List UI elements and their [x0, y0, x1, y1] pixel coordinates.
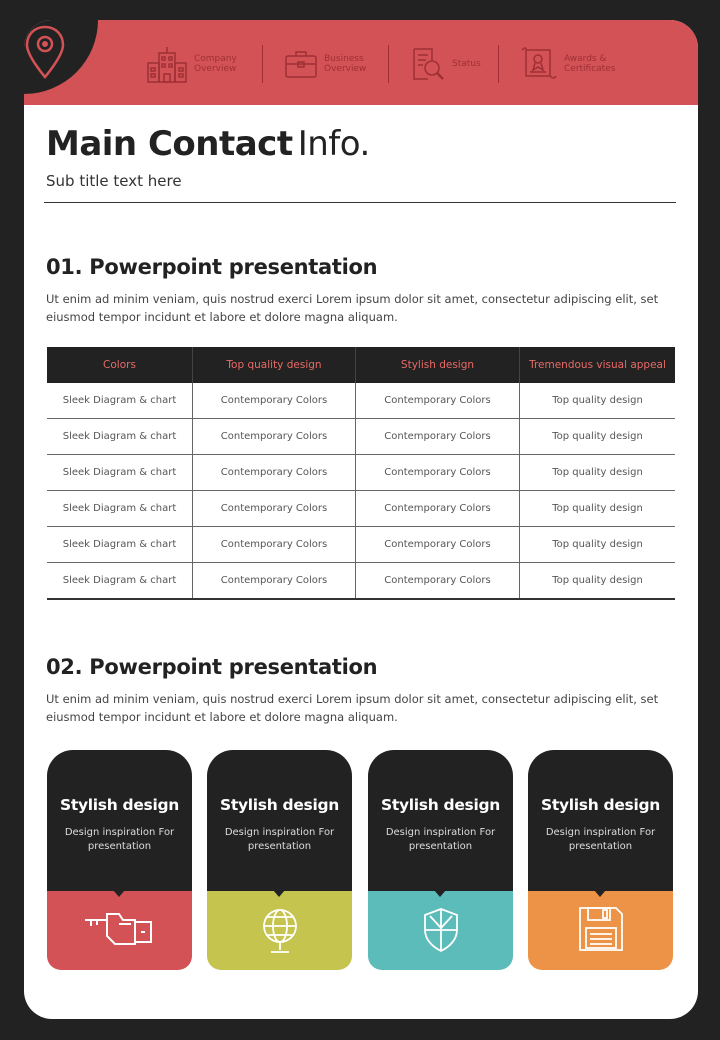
- key-hand-icon: [83, 906, 155, 950]
- table-header-row: [47, 347, 675, 383]
- table-row: [47, 383, 675, 419]
- table-cell: Sleek Diagram & chart: [47, 527, 193, 563]
- feature-tile: [368, 750, 513, 970]
- nav-divider: [262, 45, 263, 83]
- table-row: [47, 455, 675, 491]
- tile-title: Stylish design: [219, 796, 340, 814]
- globe-icon: [259, 906, 301, 958]
- nav-item-company-overview[interactable]: [146, 42, 254, 86]
- nav-label: Company Overview: [194, 54, 237, 74]
- page-subtitle: Sub title text here: [46, 172, 182, 190]
- table-cell: Top quality design: [520, 383, 676, 419]
- tile-description: Design inspiration For presentation: [385, 827, 496, 852]
- nav-item-status[interactable]: [410, 42, 512, 86]
- table-cell: Contemporary Colors: [356, 527, 520, 563]
- table-row: [47, 527, 675, 563]
- table-cell: Top quality design: [520, 419, 676, 455]
- tile-description: Design inspiration For presentation: [64, 827, 175, 852]
- nav-item-business-overview[interactable]: [284, 42, 384, 86]
- table-cell: Contemporary Colors: [193, 383, 356, 419]
- feature-tile: [207, 750, 352, 970]
- feature-tile: [47, 750, 192, 970]
- table-cell: Sleek Diagram & chart: [47, 563, 193, 600]
- table-cell: Sleek Diagram & chart: [47, 455, 193, 491]
- table-cell: Contemporary Colors: [193, 419, 356, 455]
- nav-label: Awards & Certificates: [564, 54, 616, 74]
- tile-title: Stylish design: [540, 796, 661, 814]
- table-cell: Top quality design: [520, 491, 676, 527]
- location-pin-icon: [24, 24, 66, 80]
- tile-notch: [434, 890, 446, 897]
- nav-item-awards-certificates[interactable]: [520, 42, 624, 86]
- table-cell: Sleek Diagram & chart: [47, 491, 193, 527]
- top-navigation-bar: [24, 20, 698, 105]
- comparison-table: [47, 347, 675, 600]
- table-cell: Sleek Diagram & chart: [47, 419, 193, 455]
- table-cell: Contemporary Colors: [356, 419, 520, 455]
- tile-header: [528, 750, 673, 891]
- table-cell: Contemporary Colors: [193, 455, 356, 491]
- table-cell: Top quality design: [520, 527, 676, 563]
- nav-label: Status: [452, 59, 481, 69]
- section-2-body: Ut enim ad minim veniam, quis nostrud exerci Lorem ipsum dolor sit amet, consectetur adipiscing elit, set eiusmod tempor incidunt et labore et dolore magna aliquam.: [46, 692, 659, 724]
- nav-label: Business Overview: [324, 54, 367, 74]
- nav-divider: [498, 45, 499, 83]
- section-1-title: 01. Powerpoint presentation: [46, 255, 378, 279]
- table-cell: Sleek Diagram & chart: [47, 383, 193, 419]
- table-cell: Contemporary Colors: [356, 383, 520, 419]
- table-cell: Top quality design: [520, 455, 676, 491]
- table-header-cell: Stylish design: [356, 347, 520, 383]
- table-cell: Top quality design: [520, 563, 676, 600]
- tile-header: [47, 750, 192, 891]
- table-row: [47, 491, 675, 527]
- table-cell: Contemporary Colors: [356, 491, 520, 527]
- page-title: [46, 124, 370, 164]
- shield-icon: [422, 906, 460, 954]
- page-card: [24, 20, 698, 1019]
- table-cell: Contemporary Colors: [356, 563, 520, 600]
- tile-description: Design inspiration For presentation: [224, 827, 335, 852]
- tile-notch: [594, 890, 606, 897]
- tile-notch: [273, 890, 285, 897]
- tile-title: Stylish design: [380, 796, 501, 814]
- table-cell: Contemporary Colors: [193, 563, 356, 600]
- nav-divider: [388, 45, 389, 83]
- table-cell: Contemporary Colors: [193, 527, 356, 563]
- tile-header: [368, 750, 513, 891]
- table-row: [47, 563, 675, 600]
- briefcase-icon: [284, 49, 318, 79]
- table-header-cell: Tremendous visual appeal: [520, 347, 676, 383]
- tile-notch: [113, 890, 125, 897]
- divider: [44, 202, 676, 203]
- table-row: [47, 419, 675, 455]
- tile-description: Design inspiration For presentation: [545, 827, 656, 852]
- building-icon: [146, 45, 188, 83]
- title-bold: Main Contact: [46, 124, 293, 164]
- table-header-cell: Top quality design: [193, 347, 356, 383]
- tile-header: [207, 750, 352, 891]
- feature-tile: [528, 750, 673, 970]
- document-search-icon: [410, 46, 446, 82]
- table-cell: Contemporary Colors: [356, 455, 520, 491]
- floppy-disk-icon: [578, 906, 624, 952]
- table-header-cell: Colors: [47, 347, 193, 383]
- logo-corner: [24, 20, 98, 94]
- certificate-icon: [520, 46, 558, 82]
- table-cell: Contemporary Colors: [193, 491, 356, 527]
- section-1-body: Ut enim ad minim veniam, quis nostrud exerci Lorem ipsum dolor sit amet, consectetur adipiscing elit, set eiusmod tempor incidunt et labore et dolore magna aliquam.: [46, 292, 659, 324]
- section-2-title: 02. Powerpoint presentation: [46, 655, 378, 679]
- tile-title: Stylish design: [59, 796, 180, 814]
- title-light: Info.: [297, 124, 370, 164]
